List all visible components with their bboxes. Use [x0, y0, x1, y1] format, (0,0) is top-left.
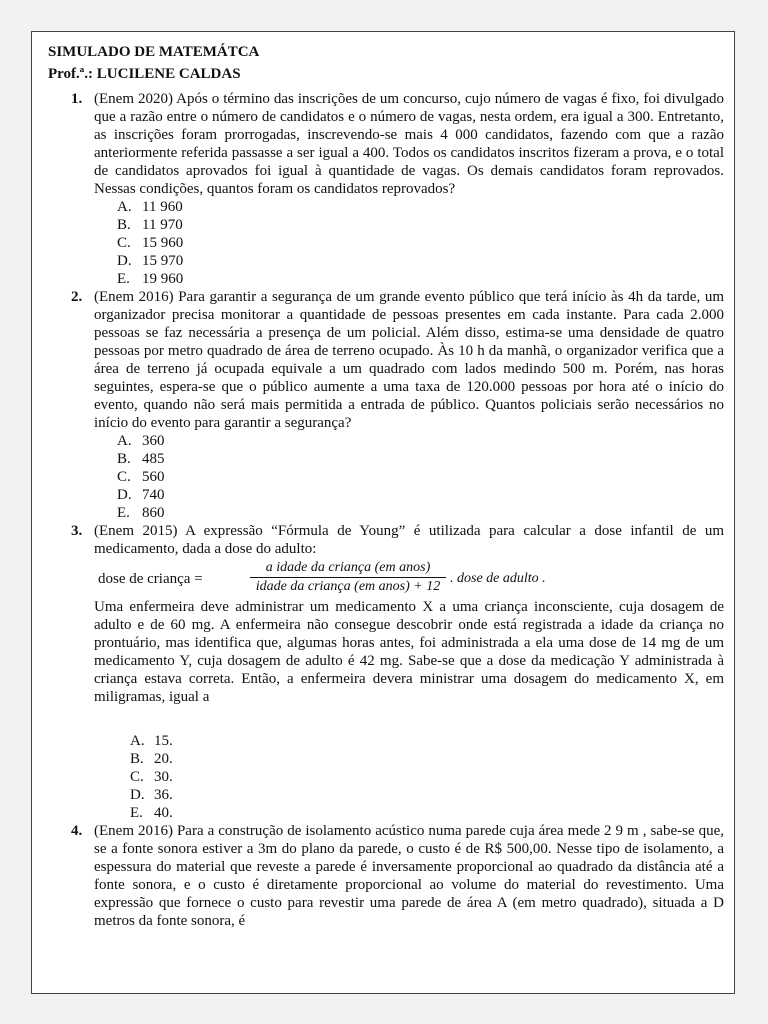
answer-options	[94, 198, 724, 288]
formula-lhs: dose de criança =	[98, 571, 203, 587]
question-text: (Enem 2016) Para a construção de isolamento acústico numa parede cuja área mede 2 9 m , sabe-se que, se a fonte sonora estiver a 3m do plano da parede, o custo é de R$ 500,00. Nesse tipo de isolamento, a espessura do material que reveste a parede é inversamente proporcional ao quadrado da distância até a fonte sonora, e o custo é diretamente proporcional ao volume do material do revestimento. Uma expressão que fornece o custo para revestir uma parede de área A (em metro quadrado), situada a D metros da fonte sonora, é	[94, 823, 724, 929]
answer-option: D. 15 970	[117, 253, 184, 269]
exam-content	[48, 43, 724, 930]
professor-name: Prof.ª.: LUCILENE CALDAS	[48, 66, 241, 82]
answer-option: E. 860	[117, 505, 165, 521]
formula-rhs: . dose de adulto .	[450, 571, 546, 586]
question-3	[48, 522, 724, 822]
formula-denominator: idade da criança (em anos) + 12	[255, 579, 441, 594]
answer-option: E. 19 960	[117, 271, 184, 287]
answer-option: B. 11 970	[117, 217, 183, 233]
answer-option: C. 15 960	[117, 235, 184, 251]
answer-option: A. 15.	[130, 733, 173, 749]
answer-option: E. 40.	[130, 805, 173, 821]
formula-numerator: a idade da criança (em anos)	[265, 560, 431, 575]
exam-page	[31, 31, 735, 994]
fraction-bar	[250, 577, 446, 578]
answer-option: C. 30.	[130, 769, 173, 785]
question-2	[48, 288, 724, 522]
question-text: (Enem 2020) Após o término das inscrições de um concurso, cujo número de vagas é fixo, foi divulgado que a razão entre o número de candidatos e o número de vagas, nesta ordem, era igual a 300. Entretanto, as inscrições foram prorrogadas, inscrevendo-se mais 4 000 candidatos, fazendo com que a razão anteriormente referida passasse a ser igual a 400. Todos os candidatos inscritos fizeram a prova, e o total de candidatos aprovados foi igual à quantidade de vagas. Os demais candidatos foram reprovados. Nessas condições, quantos foram os candidatos reprovados?	[94, 91, 724, 197]
question-text: (Enem 2015) A expressão “Fórmula de Young” é utilizada para calcular a dose infantil de um medicamento, dada a dose do adulto:	[94, 523, 724, 557]
answer-option: D. 36.	[130, 787, 173, 803]
answer-option: C. 560	[117, 469, 165, 485]
question-number: 3.	[71, 523, 83, 539]
answer-option: B. 20.	[130, 751, 173, 767]
question-text: (Enem 2016) Para garantir a segurança de um grande evento público que terá início às 4h da tarde, um organizador precisa monitorar a quantidade de pessoas presentes em cada instante. Para cada 2.000 pessoas se faz necessária a presença de um policial. Além disso, estima-se uma densidade de quatro pessoas por metro quadrado de área de terreno ocupado. Às 10 h da manhã, o organizador verifica que a área de terreno já ocupada equivale a um quadrado com lados medindo 500 m. Porém, nas horas seguintes, espera-se que o público aumente a uma taxa de 120.000 pessoas por hora até o início do evento, quando não será mais permitida a entrada de público. Quantos policiais serão necessários no início do evento para garantir a segurança?	[94, 289, 724, 431]
answer-options	[94, 732, 724, 822]
question-1	[48, 90, 724, 288]
question-number: 4.	[71, 823, 83, 839]
answer-options	[94, 432, 724, 522]
answer-option: A. 360	[117, 433, 165, 449]
question-4	[48, 822, 724, 930]
question-text-continuation: Uma enfermeira deve administrar um medicamento X a uma criança inconsciente, cuja dosagem de adulto e de 60 mg. A enfermeira não consegue descobrir onde está registrada a idade da criança no prontuário, mas identifica que, algumas horas antes, foi administrada a ela uma dose de 14 mg de um medicamento Y, cuja dosagem de adulto é 42 mg. Sabe-se que a dose da medicação Y administrada à criança estava correta. Então, a enfermeira devera ministrar uma dosagem do medicamento X, em miligramas, igual a	[94, 599, 724, 705]
formula-fraction	[250, 560, 446, 595]
answer-option: D. 740	[117, 487, 165, 503]
question-number: 1.	[71, 91, 83, 107]
young-formula	[98, 560, 724, 596]
spacer	[94, 706, 724, 732]
exam-title: SIMULADO DE MATEMÁTCA	[48, 44, 260, 60]
answer-option: A. 11 960	[117, 199, 183, 215]
answer-option: B. 485	[117, 451, 165, 467]
question-number: 2.	[71, 289, 83, 305]
